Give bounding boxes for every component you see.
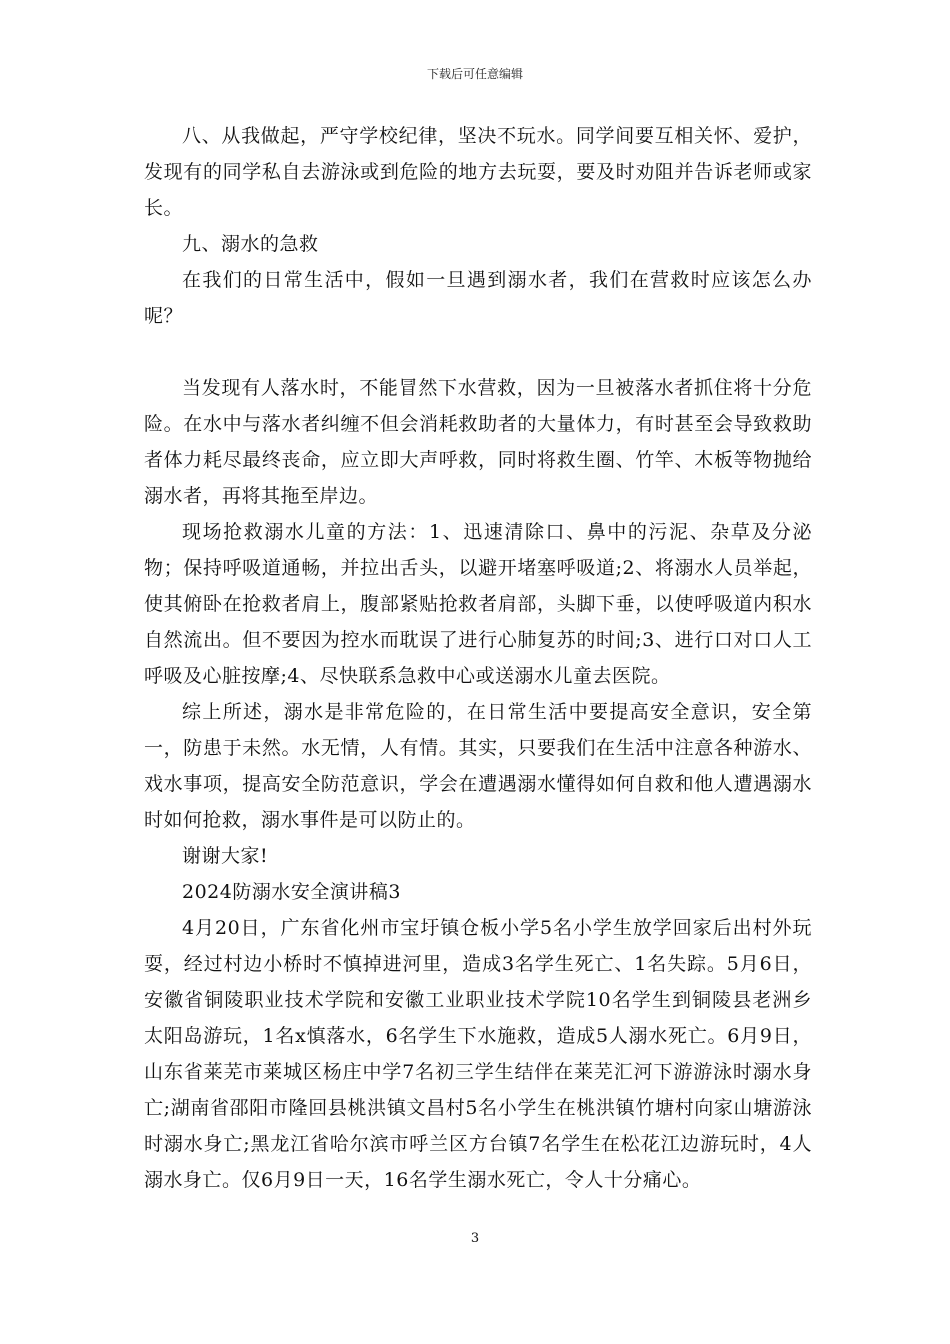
section-heading-first-aid: 九、溺水的急救 — [182, 233, 319, 255]
paragraph-rule-eight: 八、从我做起，严守学校纪律，坚决不玩水。同学间要互相关怀、爱护，发现有的同学私自去游泳或到危险的地方去玩耍，要及时劝阻并告诉老师或家长。 — [144, 125, 812, 219]
paragraph-summary: 综上所述，溺水是非常危险的，在日常生活中要提高安全意识，安全第一，防患于未然。水无情，人有情。其实，只要我们在生活中注意各种游水、戏水事项，提高安全防范意识，学会在遭遇溺水懂得如何自救和他人遭遇溺水时如何抢救，溺水事件是可以防止的。 — [144, 701, 812, 831]
paragraph-incidents: 4月20日，广东省化州市宝圩镇仓板小学5名小学生放学回家后出村外玩耍，经过村边小桥时不慎掉进河里，造成3名学生死亡、1名失踪。5月6日，安徽省铜陵职业技术学院和安徽工业职业技术学院10名学生到铜陵县老洲乡太阳岛游玩，1名x慎落水，6名学生下水施救，造成5人溺水死亡。6月9日，山东省莱芜市莱城区杨庄中学7名初三学生结伴在莱芜汇河下游游泳时溺水身亡;湖南省邵阳市隆回县桃洪镇文昌村5名小学生在桃洪镇竹塘村向家山塘游泳时溺水身亡;黑龙江省哈尔滨市呼兰区方台镇7名学生在松花江边游玩时，4人溺水身亡。仅6月9日一天，16名学生溺水死亡，令人十分痛心。 — [144, 917, 812, 1191]
paragraph-question: 在我们的日常生活中，假如一旦遇到溺水者，我们在营救时应该怎么办呢？ — [144, 269, 812, 327]
paragraph-rescue-advice: 当发现有人落水时，不能冒然下水营救，因为一旦被落水者抓住将十分危险。在水中与落水者纠缠不但会消耗救助者的大量体力，有时甚至会导致救助者体力耗尽最终丧命，应立即大声呼救，同时将救生圈、竹竿、木板等物抛给溺水者，再将其拖至岸边。 — [144, 377, 812, 507]
speech-title: 2024防溺水安全演讲稿3 — [182, 881, 401, 903]
document-body — [144, 118, 812, 1198]
paragraph-thanks: 谢谢大家! — [182, 845, 269, 867]
page-header: 下载后可任意编辑 — [426, 67, 523, 81]
page-number: 3 — [470, 1231, 480, 1246]
paragraph-rescue-methods: 现场抢救溺水儿童的方法：1、迅速清除口、鼻中的污泥、杂草及分泌物；保持呼吸道通畅，并拉出舌头，以避开堵塞呼吸道;2、将溺水人员举起，使其俯卧在抢救者肩上，腹部紧贴抢救者肩部，头脚下垂，以使呼吸道内积水自然流出。但不要因为控水而耽误了进行心肺复苏的时间;3、进行口对口人工呼吸及心脏按摩;4、尽快联系急救中心或送溺水儿童去医院。 — [144, 521, 812, 687]
